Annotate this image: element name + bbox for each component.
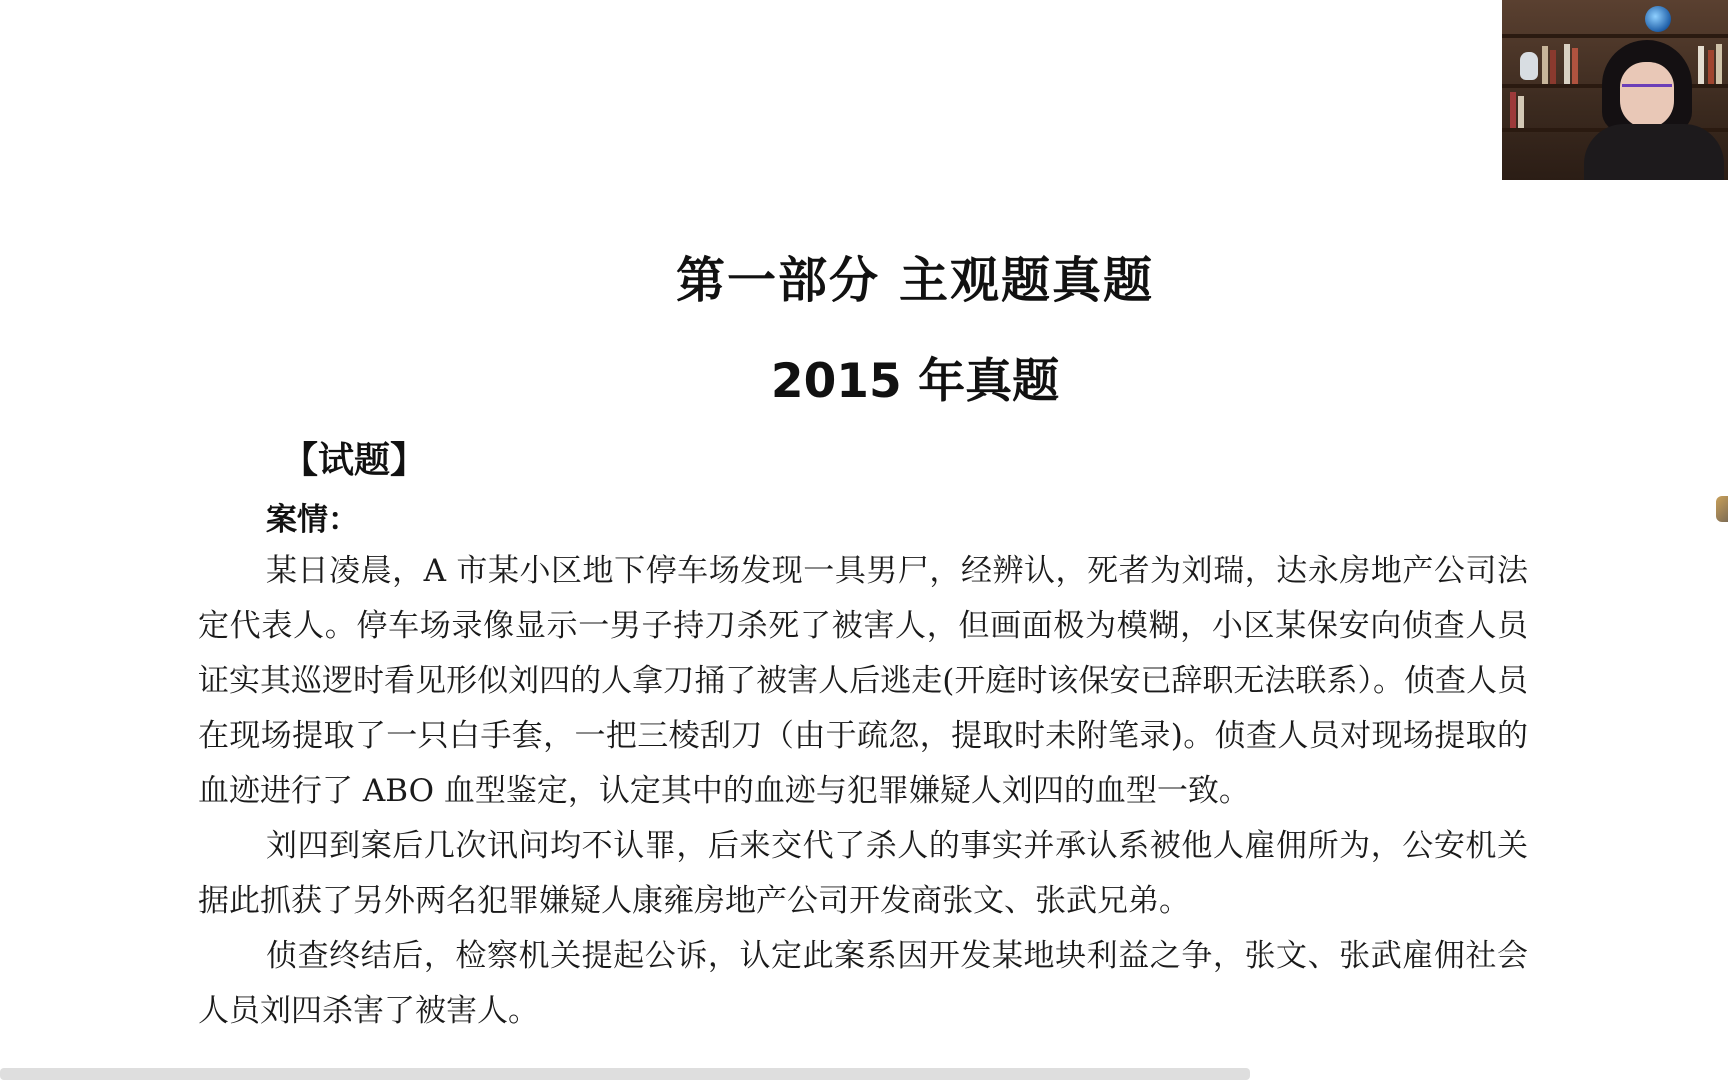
case-paragraph: 某日凌晨，A 市某小区地下停车场发现一具男尸，经辨认，死者为刘瑞，达永房地产公司法定代表人。停车场录像显示一男子持刀杀死了被害人，但画面极为模糊，小区某保安向侦查人员证实其巡逻时看见形似刘四的人拿刀捅了被害人后逃走(开庭时该保安已辞职无法联系）。侦查人员在现场提取了一只白手套，一把三棱刮刀（由于疏忽，提取时未附笔录)。侦查人员对现场提取的血迹进行了 ABO 血型鉴定，认定其中的血迹与犯罪嫌疑人刘四的血型一致。 (198, 553, 1528, 809)
case-body (198, 544, 1528, 1039)
globe-icon (1645, 6, 1671, 32)
case-label: 案情： (266, 502, 359, 538)
part-title: 第一部分 主观题真题 (675, 252, 1155, 309)
section-label: 【试题】 (282, 440, 427, 481)
webcam-overlay (1502, 0, 1728, 180)
case-paragraph: 刘四到案后几次讯问均不认罪，后来交代了杀人的事实并承认系被他人雇佣所为，公安机关据此抓获了另外两名犯罪嫌疑人康雍房地产公司开发商张文、张武兄弟。 (198, 828, 1528, 919)
year-title: 2015 年真题 (770, 354, 1060, 409)
horizontal-scrollbar[interactable] (0, 1068, 1250, 1080)
side-handle-icon[interactable] (1716, 496, 1728, 522)
case-paragraph: 侦查终结后，检察机关提起公诉，认定此案系因开发某地块利益之争，张文、张武雇佣社会人员刘四杀害了被害人。 (198, 938, 1528, 1029)
